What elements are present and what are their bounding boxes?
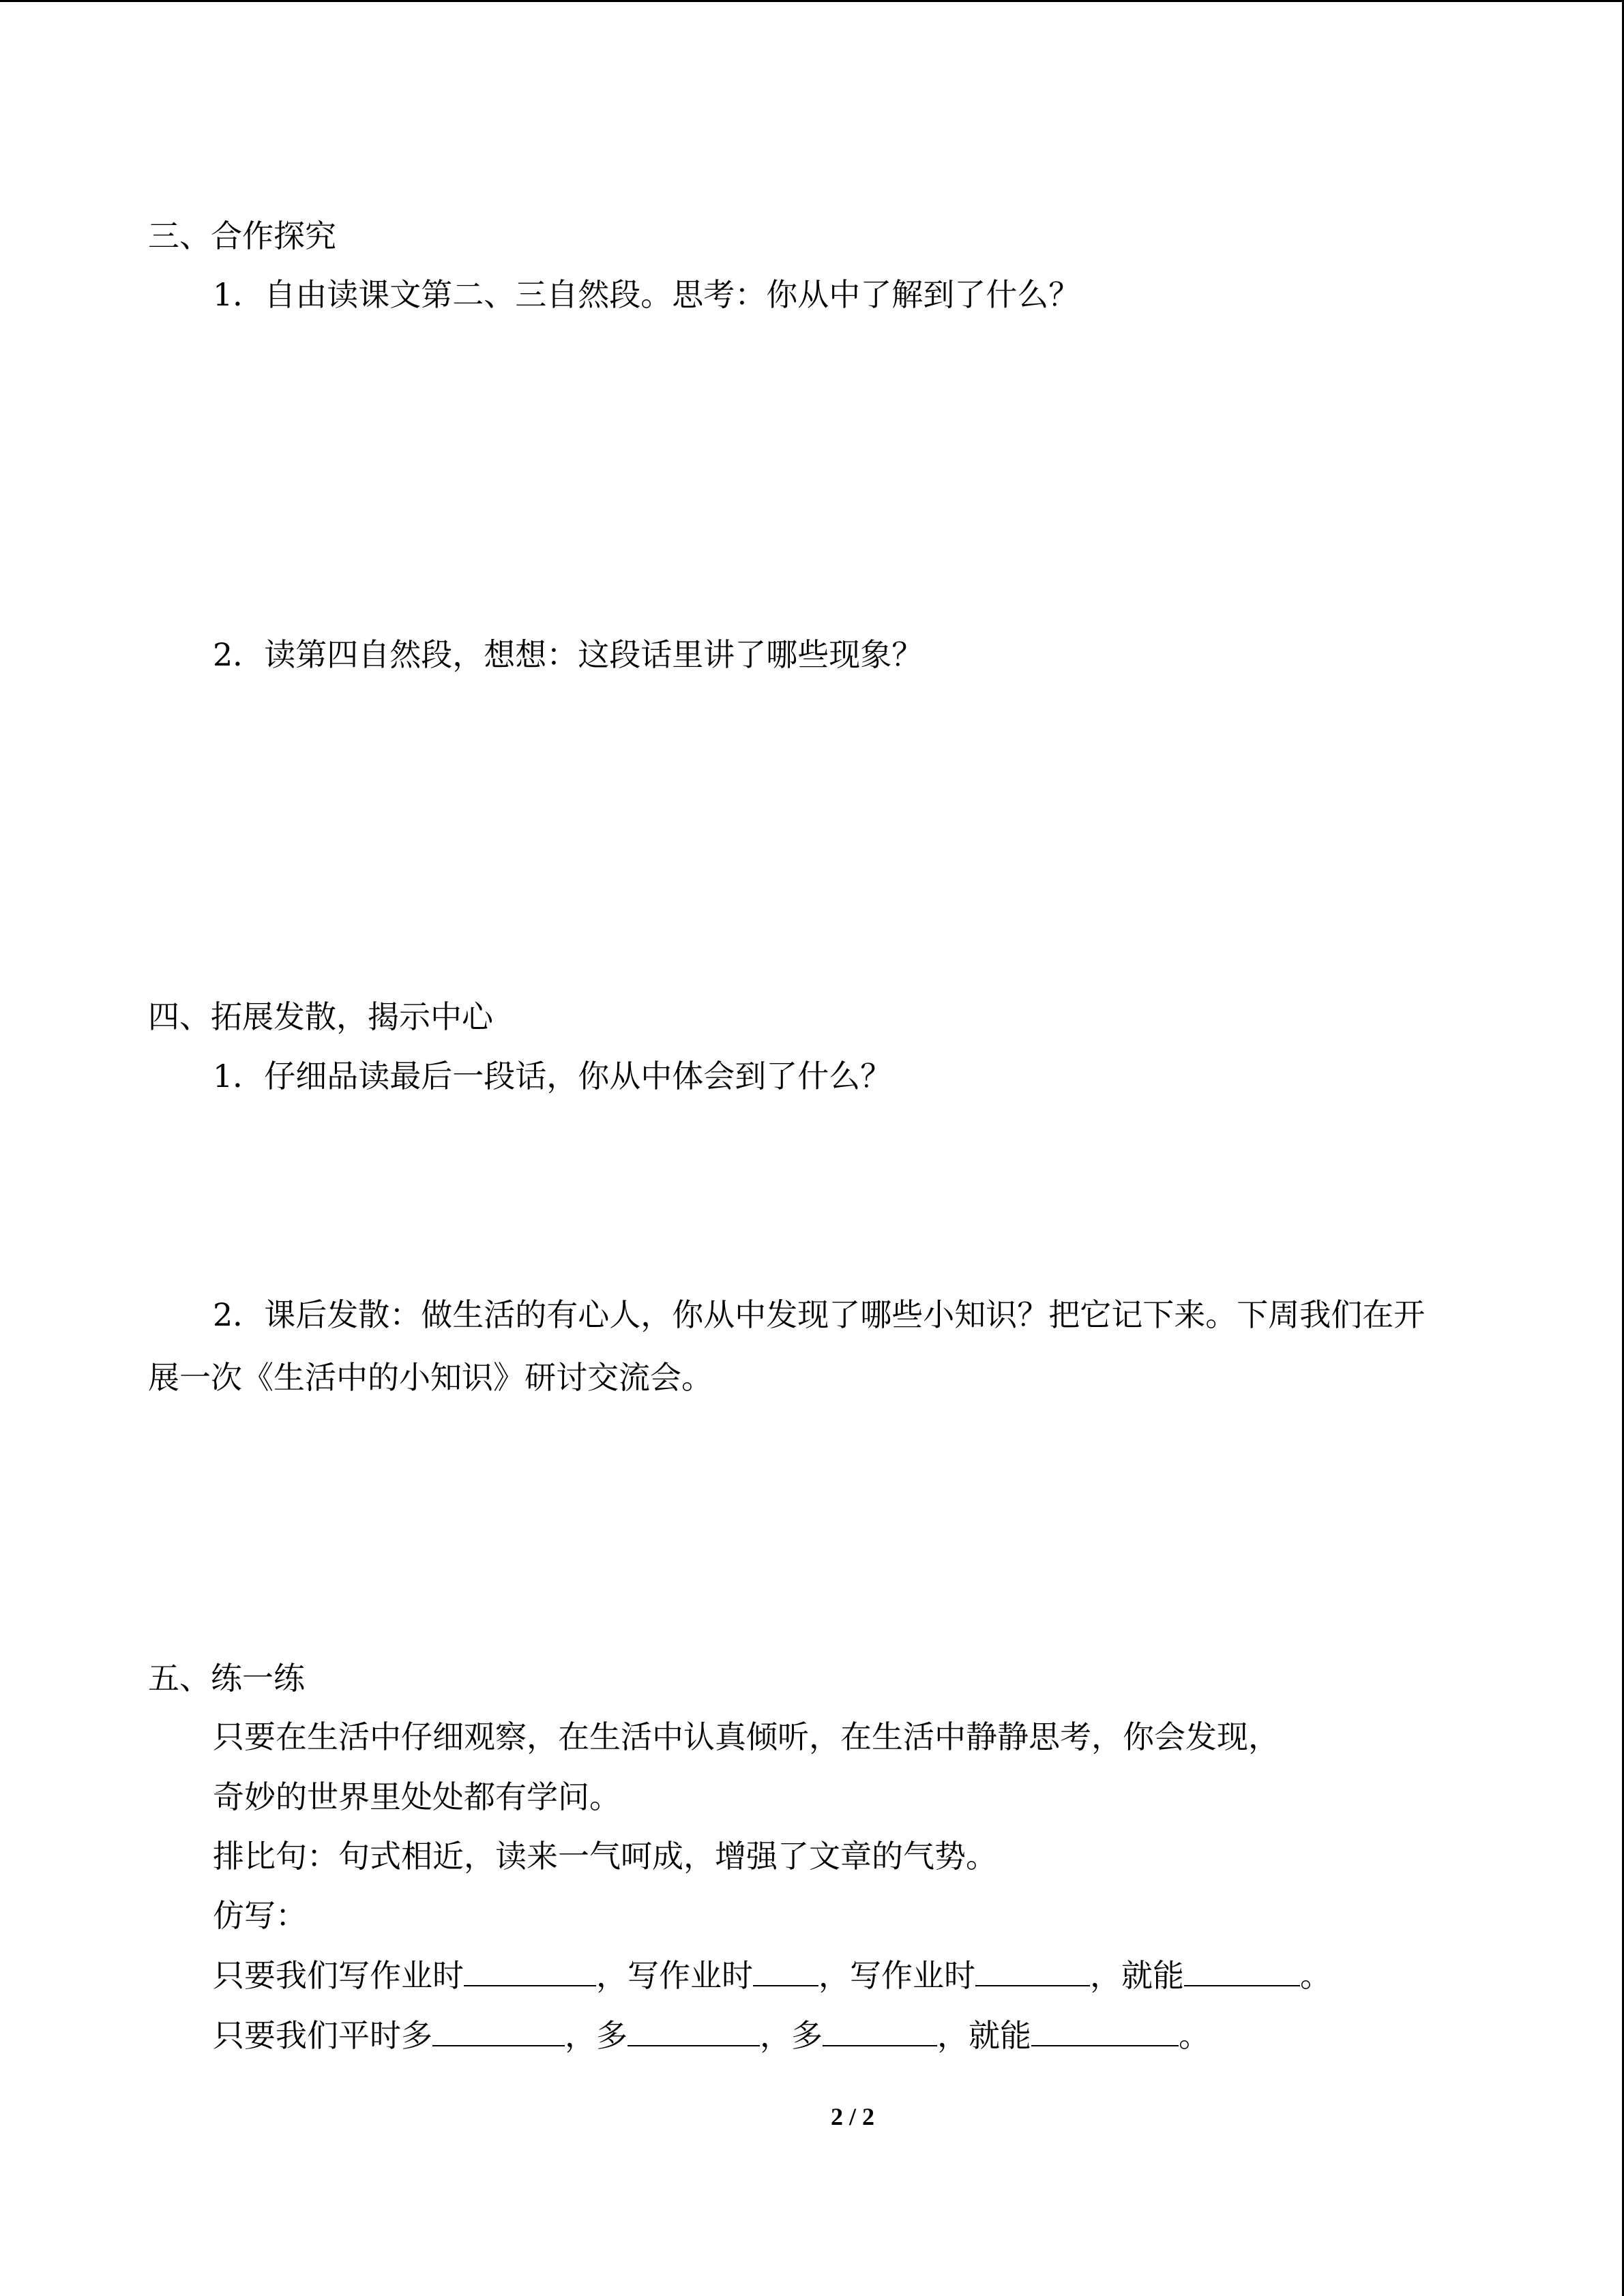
blank-2-4[interactable] xyxy=(1031,2018,1179,2046)
section-3-heading: 三、合作探究 xyxy=(148,218,336,254)
imitate-label: 仿写： xyxy=(213,1897,307,1934)
section-3-question-2: 2．读第四自然段，想想：这段话里讲了哪些现象？ xyxy=(213,636,924,673)
sentence-2-part-1: 只要我们平时多 xyxy=(213,2017,432,2054)
parallelism-explanation: 排比句：句式相近，读来一气呵成，增强了文章的气势。 xyxy=(213,1838,997,1875)
sentence-2-part-3: ，多 xyxy=(760,2017,823,2054)
blank-1-4[interactable] xyxy=(1184,1958,1300,1986)
sentence-1-part-2: ，写作业时 xyxy=(596,1957,753,1994)
section-4-question-1: 1．仔细品读最后一段话，你从中体会到了什么？ xyxy=(213,1058,892,1094)
blank-2-1[interactable] xyxy=(432,2018,565,2046)
section-4-question-2-line-1: 2．课后发散：做生活的有心人，你从中发现了哪些小知识？把它记下来。下周我们在开 xyxy=(213,1296,1426,1333)
page-number: 2 / 2 xyxy=(830,2103,874,2130)
blank-2-3[interactable] xyxy=(823,2018,937,2046)
section-5-heading: 五、练一练 xyxy=(148,1660,305,1697)
sentence-1-part-1: 只要我们写作业时 xyxy=(213,1957,464,1994)
section-4-question-2-line-2: 展一次《生活中的小知识》研讨交流会。 xyxy=(148,1359,713,1396)
example-text-line-1: 只要在生活中仔细观察，在生活中认真倾听，在生活中静静思考，你会发现， xyxy=(213,1718,1280,1755)
example-text-line-2: 奇妙的世界里处处都有学问。 xyxy=(213,1778,621,1815)
sentence-1-part-3: ，写作业时 xyxy=(818,1957,975,1994)
fill-in-sentence-1 xyxy=(213,1956,1331,1995)
sentence-2-part-5: 。 xyxy=(1179,2017,1210,2054)
blank-1-3[interactable] xyxy=(975,1958,1090,1986)
sentence-1-part-4: ，就能 xyxy=(1090,1957,1184,1994)
section-3-question-1: 1．自由读课文第二、三自然段。思考：你从中了解到了什么？ xyxy=(213,276,1080,313)
blank-1-1[interactable] xyxy=(464,1958,596,1986)
blank-1-2[interactable] xyxy=(753,1958,818,1986)
sentence-2-part-2: ，多 xyxy=(565,2017,628,2054)
sentence-1-part-5: 。 xyxy=(1300,1957,1331,1994)
fill-in-sentence-2 xyxy=(213,2016,1210,2055)
sentence-2-part-4: ，就能 xyxy=(937,2017,1031,2054)
blank-2-2[interactable] xyxy=(628,2018,760,2046)
section-4-heading: 四、拓展发散，揭示中心 xyxy=(148,998,493,1035)
